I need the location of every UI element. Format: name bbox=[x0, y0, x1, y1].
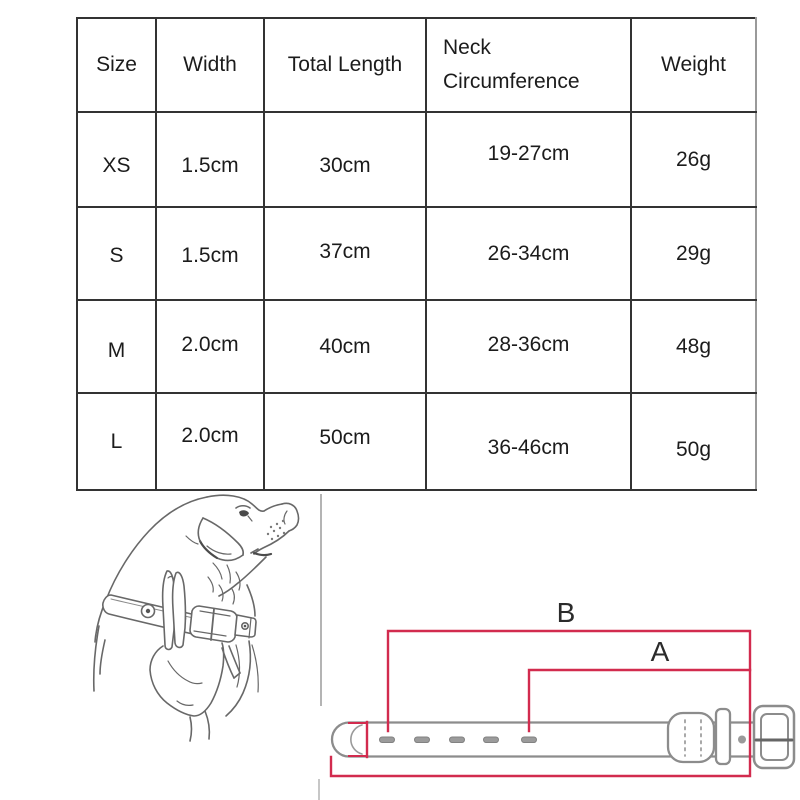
cell-l-weight bbox=[631, 393, 756, 490]
cell-m-neck-value: 28-36cm bbox=[487, 332, 570, 356]
dog-head-drawing bbox=[94, 495, 299, 741]
header-total-length-label: Total Length bbox=[287, 53, 403, 76]
cell-l-size-value: L bbox=[110, 429, 123, 453]
cell-l-weight-value: 50g bbox=[675, 437, 712, 461]
cell-m-width bbox=[156, 300, 264, 393]
cell-m-size bbox=[77, 300, 156, 393]
cell-l-neck-value: 36-46cm bbox=[487, 435, 570, 459]
header-weight-label: Weight bbox=[661, 53, 726, 76]
cell-xs-width bbox=[156, 112, 264, 207]
cell-xs-weight bbox=[631, 112, 756, 207]
measure-label-a: A bbox=[650, 636, 670, 667]
cell-m-size-value: M bbox=[107, 338, 126, 362]
table-row-xs bbox=[77, 112, 756, 207]
collar-drawing bbox=[332, 706, 794, 768]
cell-s-width bbox=[156, 207, 264, 300]
cell-s-total-length-value: 37cm bbox=[319, 239, 371, 263]
cell-xs-size-value: XS bbox=[102, 153, 131, 177]
header-width-label: Width bbox=[183, 53, 237, 76]
cell-m-neck bbox=[426, 300, 631, 393]
cell-s-total-length bbox=[264, 207, 426, 300]
header-width bbox=[156, 18, 264, 112]
dog-collar-fit-illustration bbox=[75, 492, 325, 800]
size-chart-table bbox=[76, 17, 757, 491]
cell-l-total-length-value: 50cm bbox=[319, 425, 371, 449]
cell-m-weight bbox=[631, 300, 756, 393]
cell-l-neck bbox=[426, 393, 631, 490]
header-size-label: Size bbox=[96, 53, 137, 76]
header-size bbox=[77, 18, 156, 112]
cell-m-total-length bbox=[264, 300, 426, 393]
cell-xs-weight-value: 26g bbox=[675, 147, 712, 171]
collar-buckle bbox=[754, 706, 794, 768]
collar-keeper-loop bbox=[668, 713, 714, 762]
cell-s-size-value: S bbox=[109, 243, 124, 267]
cell-s-weight bbox=[631, 207, 756, 300]
cell-l-total-length bbox=[264, 393, 426, 490]
header-neck-circumference bbox=[426, 18, 631, 112]
table-header-row bbox=[77, 18, 756, 112]
cell-m-total-length-value: 40cm bbox=[319, 334, 371, 358]
hand bbox=[150, 643, 224, 741]
collar-keeper-band bbox=[716, 709, 730, 764]
cell-m-width-value: 2.0cm bbox=[181, 332, 239, 356]
cell-s-size bbox=[77, 207, 156, 300]
header-neck-circumference-label: Neck Circumference bbox=[443, 35, 580, 93]
cell-xs-width-value: 1.5cm bbox=[181, 153, 239, 177]
cell-l-width bbox=[156, 393, 264, 490]
cell-s-width-value: 1.5cm bbox=[181, 243, 239, 267]
hand-fingers bbox=[163, 571, 186, 650]
cell-xs-neck bbox=[426, 112, 631, 207]
collar-measurement-diagram bbox=[323, 585, 800, 800]
cell-xs-total-length-value: 30cm bbox=[319, 153, 371, 177]
cell-s-neck bbox=[426, 207, 631, 300]
cell-s-weight-value: 29g bbox=[675, 241, 712, 265]
measure-label-b: B bbox=[556, 597, 576, 628]
cell-xs-total-length bbox=[264, 112, 426, 207]
table-row-s bbox=[77, 207, 756, 300]
cell-m-weight-value: 48g bbox=[675, 334, 712, 358]
table-row-l bbox=[77, 393, 756, 490]
table-row-m bbox=[77, 300, 756, 393]
dog-eye bbox=[239, 510, 249, 516]
header-total-length bbox=[264, 18, 426, 112]
header-weight bbox=[631, 18, 756, 112]
cell-l-size bbox=[77, 393, 156, 490]
cell-s-neck-value: 26-34cm bbox=[487, 241, 570, 265]
cell-l-width-value: 2.0cm bbox=[181, 423, 239, 447]
cell-xs-size bbox=[77, 112, 156, 207]
cell-xs-neck-value: 19-27cm bbox=[487, 141, 570, 165]
